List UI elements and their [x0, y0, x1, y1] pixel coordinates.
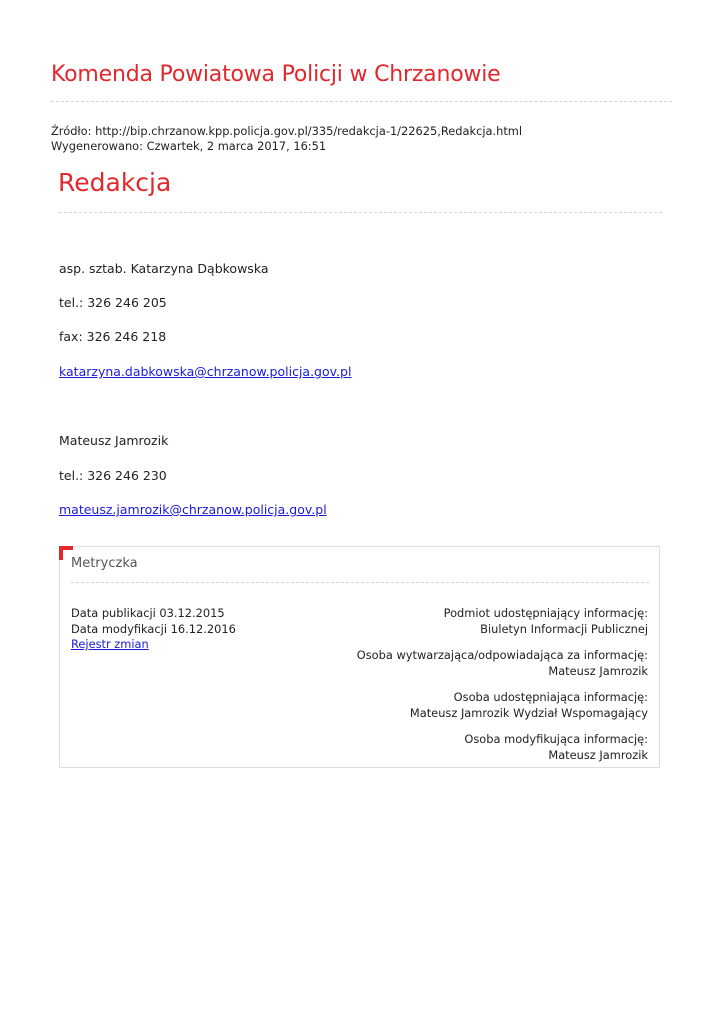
publication-date: Data publikacji 03.12.2015: [71, 606, 225, 620]
generated-label: Wygenerowano:: [51, 139, 143, 153]
metryczka-responsibility: [357, 606, 648, 774]
responsibility-label: Osoba modyfikująca informację:: [464, 732, 648, 746]
document-meta: [51, 124, 522, 154]
site-title: Komenda Powiatowa Policji w Chrzanowie: [51, 62, 501, 87]
person1-email-link[interactable]: katarzyna.dabkowska@chrzanow.policja.gov.pl: [59, 364, 352, 379]
source-url: http://bip.chrzanow.kpp.policja.gov.pl/335/redakcja-1/22625,Redakcja.html: [95, 124, 523, 138]
responsibility-group: [357, 732, 648, 763]
responsibility-label: Osoba udostępniająca informację:: [453, 690, 648, 704]
metryczka-box: [59, 546, 660, 768]
metryczka-divider: [71, 582, 649, 583]
title-divider: [59, 212, 662, 213]
person1-phone: tel.: 326 246 205: [59, 295, 167, 310]
responsibility-group: [357, 690, 648, 721]
person1-name: asp. sztab. Katarzyna Dąbkowska: [59, 261, 269, 276]
person2-name: Mateusz Jamrozik: [59, 433, 169, 448]
person2-email-link[interactable]: mateusz.jamrozik@chrzanow.policja.gov.pl: [59, 502, 327, 517]
responsibility-value: Mateusz Jamrozik: [548, 747, 648, 762]
responsibility-label: Podmiot udostępniający informację:: [443, 606, 648, 620]
responsibility-value: Mateusz Jamrozik: [548, 663, 648, 678]
header-divider: [51, 101, 672, 102]
metryczka-title: Metryczka: [71, 556, 138, 571]
modification-date: Data modyfikacji 16.12.2016: [71, 621, 236, 636]
generated-line: [51, 139, 522, 154]
responsibility-group: [357, 606, 648, 637]
source-label: Źródło:: [51, 124, 92, 138]
change-log-link[interactable]: Rejestr zmian: [71, 637, 149, 651]
page-title: Redakcja: [58, 168, 172, 197]
person2-phone: tel.: 326 246 230: [59, 468, 167, 483]
responsibility-label: Osoba wytwarzająca/odpowiadająca za informację:: [356, 648, 648, 662]
metryczka-dates: [71, 606, 236, 653]
source-line: [51, 124, 522, 139]
responsibility-value: Biuletyn Informacji Publicznej: [480, 621, 648, 636]
generated-value: Czwartek, 2 marca 2017, 16:51: [146, 139, 327, 153]
responsibility-group: [357, 648, 648, 679]
responsibility-value: Mateusz Jamrozik Wydział Wspomagający: [409, 705, 648, 720]
person1-fax: fax: 326 246 218: [59, 329, 167, 344]
